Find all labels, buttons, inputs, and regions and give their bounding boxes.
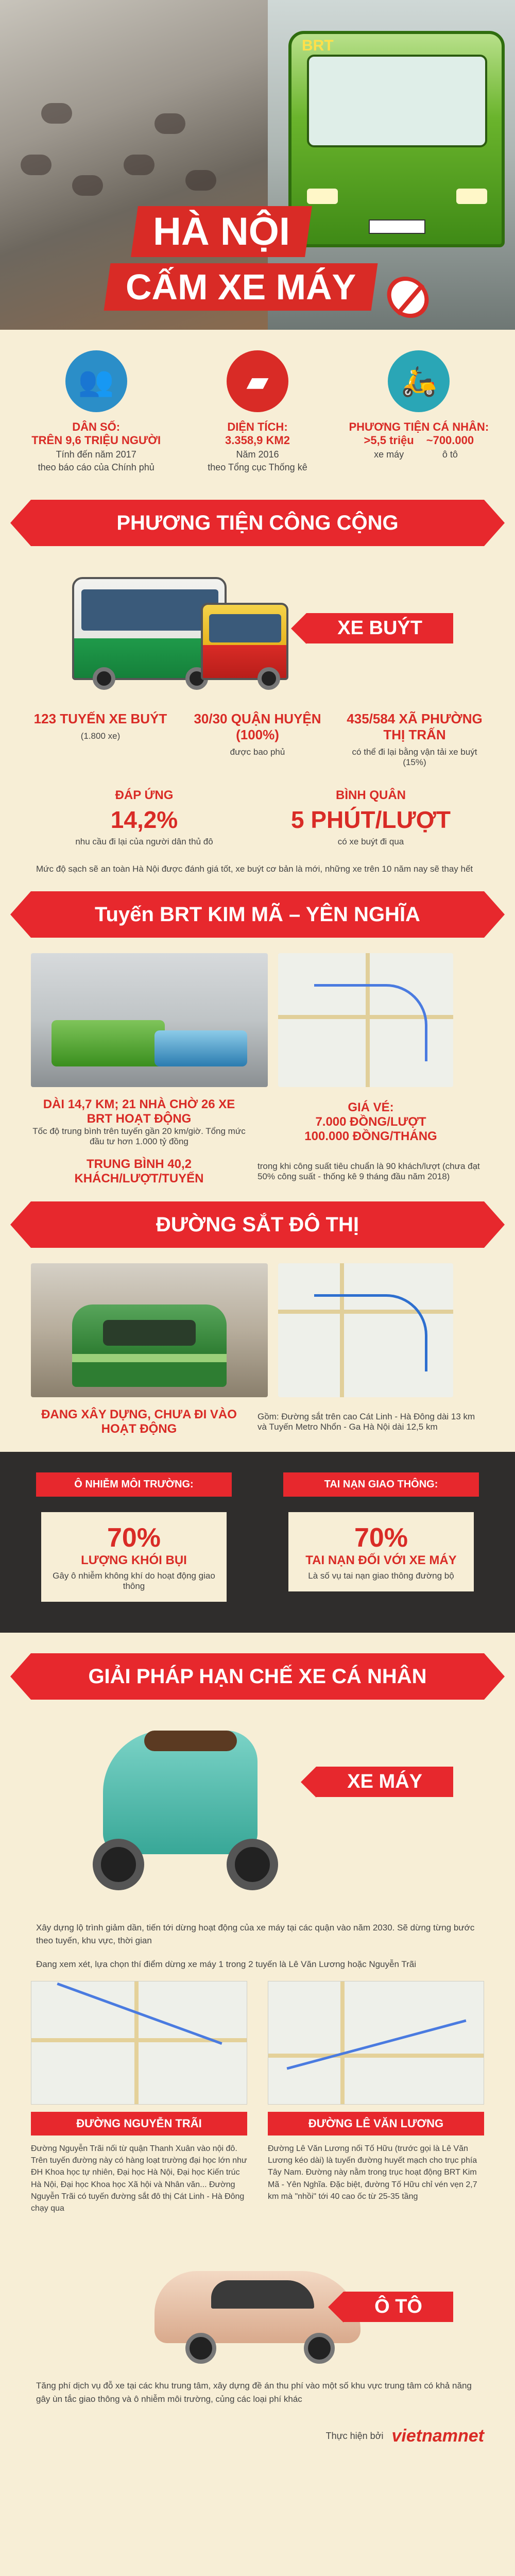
brt-route-map [278,953,453,1087]
bus-stats-2: ĐÁP ỨNG 14,2% nhu cầu đi lại của người dân thủ đô BÌNH QUÂN 5 PHÚT/LƯỢT có xe buýt đi qua [75,788,451,846]
people-icon: 👥 [65,350,127,412]
bus-tag: XE BUÝT [306,613,453,643]
brt-photo [31,953,268,1087]
vehicle-icon: 🛵 [388,350,450,412]
metro-photo [31,1263,268,1397]
le-van-luong-col: ĐƯỜNG LÊ VĂN LƯƠNG Đường Lê Văn Lương nối Tố Hữu (trước gọi là Lê Văn Lương kéo dài) là tuyến đường huyết mạch cho trục phía Tây Nam. Đường này nằm trong trục hoạt động BRT Kim Mã - Yên Nghĩa. Đặc biệt, đường Tố Hữu chỉ vén vẹn 2,7 km mà "nhồi" tới 40 cao ốc từ 25-35 tầng [268,1981,484,2214]
hero-title [0,206,515,318]
solution-banner: GIẢI PHÁP HẠN CHẾ XE CÁ NHÂN [31,1653,484,1700]
no-motorbike-icon [384,277,431,318]
nguyen-trai-col: ĐƯỜNG NGUYỄN TRÃI Đường Nguyễn Trãi nối từ quận Thanh Xuân vào nội đô. Trên tuyến đường này có hàng loạt trường đại học lớn như ĐH Khoa học tự nhiên, Đại học Hà Nội, Đại học Kiến trúc Hà Nội, Đại học Khoa học Xã hội và Nhân văn... Đường Nguyễn Trãi có tuyến đường sắt đô thị Cát Linh - Hà Đông chạy qua [31,1981,247,2214]
bus-stats: 123 TUYẾN XE BUÝT (1.800 xe) 30/30 QUẬN HUYỆN (100%) được bao phủ 435/584 XÃ PHƯỜNG THỊ TRẤN có thể đi lại bằng vận tải xe buýt (15%) [33,711,483,767]
stats-row [0,330,515,489]
car-tag: Ô TÔ [344,2292,453,2322]
accident-col: TAI NẠN GIAO THÔNG: 70% TAI NẠN ĐỐI VỚI XE MÁY Là số vụ tai nạn giao thông đường bộ [268,1472,494,1602]
stat-vehicles: 🛵 PHƯƠNG TIỆN CÁ NHÂN: >5,5 triệu xe máy ~700.000 ô tô [341,350,496,474]
title-line-1: HÀ NỘI [153,210,290,253]
stat-population: 👥 DÂN SỐ: TRÊN 9,6 TRIỆU NGƯỜI Tính đến năm 2017 theo báo cáo của Chính phủ [19,350,174,474]
title-line-2: CẤM XE MÁY [126,267,356,307]
bus-note: Mức độ sạch sẽ an toàn Hà Nội được đánh giá tốt, xe buýt cơ bản là mới, những xe trên 10 năm nay sẽ thay hết [36,864,473,874]
hero [0,0,515,330]
nguyen-trai-map [31,1981,247,2105]
public-transport-banner: PHƯƠNG TIỆN CÔNG CỘNG [31,500,484,546]
footer: Thực hiện bởi vietnamnet [325,2426,484,2446]
scooter-tag: XE MÁY [316,1767,453,1797]
le-van-luong-map [268,1981,484,2105]
map-icon: ▰ [227,350,288,412]
stat-area: ▰ DIỆN TÍCH: 3.358,9 KM2 Năm 2016 theo Tổng cục Thống kê [180,350,335,474]
pollution-col: Ô NHIỄM MÔI TRƯỜNG: 70% LƯỢNG KHÓI BỤI Gây ô nhiễm không khí do hoạt động giao thông [21,1472,247,1602]
impact-band [0,1452,515,1633]
scooter-illustration [31,1710,484,1916]
yellow-bus [201,603,288,680]
metro-banner: ĐƯỜNG SẮT ĐÔ THỊ [31,1201,484,1248]
bus-illustration [31,556,484,701]
brt-bus: BRT [288,31,505,247]
infographic: BRT HÀ NỘI CẤM XE MÁY 👥 DÂN SỐ: TRÊN 9,6 TRIỆU NGƯỜI Tính đến năm 2017 theo báo cáo của Chính phủ ▰ DIỆN TÍCH: 3.358,9 KM2 Năm 2016 theo Tổng cục Thống kê 🛵 PHƯƠNG TIỆN CÁ NHÂN: >5,5 triệu xe máy ~700.000 ô tô PHƯƠNG TIỆN CÔNG CỘNG XE BUÝT 123 TUYẾN XE BUÝT (1.800 xe) 30/30 QUẬN HUYỆN (100%) được bao phủ 435/584 XÃ PHƯỜNG THỊ TRẤN có thể đi lại bằng vận tải xe buýt (15%) ĐÁP ỨNG 14,2% nhu cầu đi lại của người dân thủ đô BÌNH QUÂN 5 PHÚT/LƯỢT có xe buýt đi qua Mức độ sạch sẽ an toàn Hà Nội được đánh giá tốt, xe buýt cơ bản là mới, những xe trên 10 năm nay sẽ thay hết Tuyến BRT KIM MÃ – YÊN NGHĨA DÀI 14,7 KM; 21 NHÀ CHỜ 26 XE BRT HOẠT ĐỘNG Tốc độ trung bình trên tuyến gần 20 km/giờ. Tổng mức đầu tư hơn 1.000 tỷ đồng GIÁ VÉ: 7.000 ĐỒNG/LƯỢT 100.000 ĐỒNG/THÁNG TRUNG BÌNH 40,2 KHÁCH/LƯỢT/TUYẾN trong khi công suất tiêu chuẩn là 90 khách/lượt (chưa đạt 50% công suất - thống kê 9 tháng đầu năm 2018) ĐƯỜNG SẮT ĐÔ THỊ ĐANG XÂY DỰNG, CHƯA ĐI VÀO HOẠT ĐỘNG Gồm: Đường sắt trên cao Cát Linh - Hà Đông dài 13 km và Tuyến Metro Nhổn - Ga Hà Nội dài 12,5 km Ô NHIỄM MÔI TRƯỜNG: 70% LƯỢNG KHÓI BỤI Gây ô nhiễm không khí do hoạt động giao thông TAI NẠN GIAO THÔNG: 70% TAI NẠN ĐỐI VỚI XE MÁY Là số vụ tai nạn giao thông đường bộ GIẢI PHÁP HẠN CHẾ XE CÁ NHÂN XE MÁY Xây dựng lộ trình giảm dần, tiến tới dừng hoạt động của xe máy tại các quận vào năm 2030. Sẽ dừng từng bước theo tuyến, khu vực, thời gian Đang xem xét, lựa chọn thí điểm dừng xe máy 1 trong 2 tuyến là Lê Văn Lương hoặc Nguyễn Trãi ĐƯỜNG NGUYỄN TRÃI Đường Nguyễn Trãi nối từ quận Thanh Xuân vào nội đô. Trên tuyến đường này có hàng loạt trường đại học lớn như ĐH Khoa học tự nhiên, Đại học Hà Nội, Đại học Kiến trúc Hà Nội, Đại học Khoa học Xã hội và Nhân văn... Đường Nguyễn Trãi có tuyến đường sắt đô thị Cát Linh - Hà Đông chạy qua ĐƯỜNG LÊ VĂN LƯƠNG Đường Lê Văn Lương nối Tố Hữu (trước gọi là Lê Văn Lương kéo dài) là tuyến đường huyết mạch cho trục phía Tây Nam. Đường này nằm trong trục hoạt động BRT Kim Mã - Yên Nghĩa. Đặc biệt, đường Tố Hữu chỉ vén vẹn 2,7 km mà "nhồi" tới 40 cao ốc từ 25-35 tầng Ô TÔ Tăng phí dịch vụ đỗ xe tại các khu trung tâm, xây dựng đề án thu phí vào một số khu vực trung tâm có khả năng gây ùn tắc giao thông và ô nhiễm môi trường, củng các loại phí khác Thực hiện bởi vietnamnet [0,0,515,2467]
brt-banner: Tuyến BRT KIM MÃ – YÊN NGHĨA [31,891,484,938]
vietnamnet-logo[interactable]: vietnamnet [391,2426,484,2446]
car-illustration [31,2219,484,2374]
metro-map [278,1263,453,1397]
